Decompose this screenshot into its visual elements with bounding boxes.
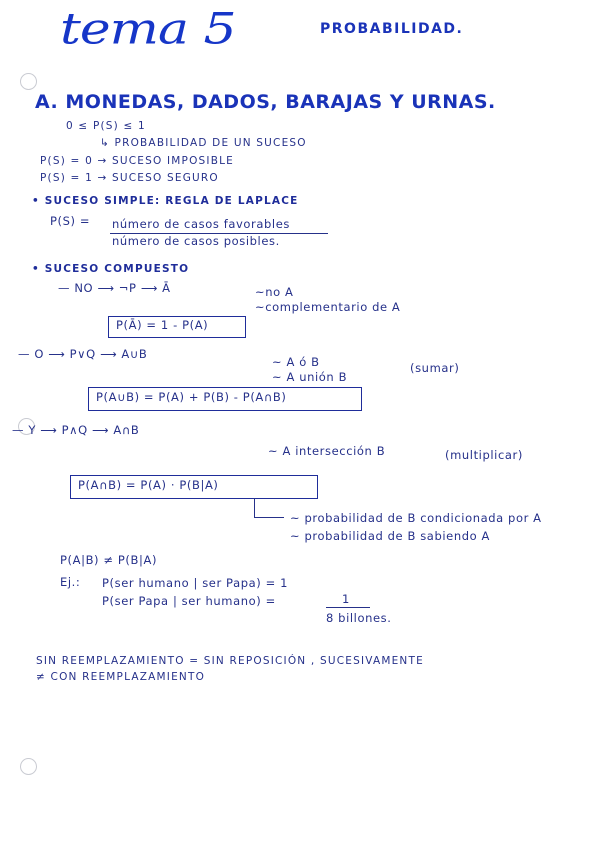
no-note-1: ~no A bbox=[255, 285, 294, 299]
no-note-2: ~complementario de A bbox=[255, 300, 401, 314]
cond-note-2: ~ probabilidad de B sabiendo A bbox=[290, 529, 490, 543]
footer-line-2: ≠ CON REEMPLAZAMIENTO bbox=[36, 671, 206, 683]
probability-range-note: ↳ PROBABILIDAD DE UN SUCESO bbox=[100, 137, 307, 149]
cond-connector-horizontal bbox=[254, 517, 284, 518]
section-a-title: A. MONEDAS, DADOS, BARAJAS Y URNAS. bbox=[35, 91, 496, 113]
o-arrow-chain: — O ⟶ P∨Q ⟶ A∪B bbox=[18, 347, 148, 361]
impossible-event: P(S) = 0 → SUCESO IMPOSIBLE bbox=[40, 155, 235, 167]
example-2-numerator: 1 bbox=[342, 592, 350, 606]
laplace-lhs: P(S) = bbox=[50, 214, 91, 228]
intersection-formula: P(A∩B) = P(A) · P(B|A) bbox=[78, 478, 219, 492]
example-1: P(ser humano | ser Papa) = 1 bbox=[102, 576, 289, 590]
certain-event: P(S) = 1 → SUCESO SEGURO bbox=[40, 172, 219, 184]
y-note: ~ A intersección B bbox=[268, 444, 386, 458]
example-2: P(ser Papa | ser humano) = bbox=[102, 594, 276, 608]
y-arrow-chain: — Y ⟶ P∧Q ⟶ A∩B bbox=[12, 423, 140, 437]
cond-connector-vertical bbox=[254, 498, 255, 518]
conditional-inequality: P(A|B) ≠ P(B|A) bbox=[60, 553, 158, 567]
binder-hole-bottom bbox=[20, 758, 37, 775]
tema-title: tema 5 bbox=[60, 4, 236, 54]
subject-title: PROBABILIDAD. bbox=[320, 21, 464, 37]
example-2-denominator: 8 billones. bbox=[326, 611, 392, 625]
y-multiplicar: (multiplicar) bbox=[445, 448, 523, 462]
no-arrow-chain: — NO ⟶ ¬P ⟶ Ā bbox=[58, 281, 171, 295]
binder-hole-top bbox=[20, 73, 37, 90]
union-formula: P(A∪B) = P(A) + P(B) - P(A∩B) bbox=[96, 390, 287, 404]
example-2-fraction-bar bbox=[326, 607, 370, 608]
laplace-heading: • SUCESO SIMPLE: REGLA DE LAPLACE bbox=[32, 195, 299, 207]
laplace-denominator: número de casos posibles. bbox=[112, 234, 280, 248]
laplace-numerator: número de casos favorables bbox=[112, 217, 290, 231]
compound-heading: • SUCESO COMPUESTO bbox=[32, 263, 190, 275]
footer-line-1: SIN REEMPLAZAMIENTO = SIN REPOSICIÓN , SUCESIVAMENTE bbox=[36, 655, 424, 667]
o-note-1: ~ A ó B bbox=[272, 355, 320, 369]
o-note-2: ~ A unión B bbox=[272, 370, 348, 384]
o-sumar: (sumar) bbox=[410, 361, 460, 375]
probability-range: 0 ≤ P(S) ≤ 1 bbox=[66, 120, 146, 132]
cond-note-1: ~ probabilidad de B condicionada por A bbox=[290, 511, 542, 525]
example-label: Ej.: bbox=[60, 575, 81, 589]
complement-formula: P(Ā) = 1 - P(A) bbox=[116, 318, 209, 332]
